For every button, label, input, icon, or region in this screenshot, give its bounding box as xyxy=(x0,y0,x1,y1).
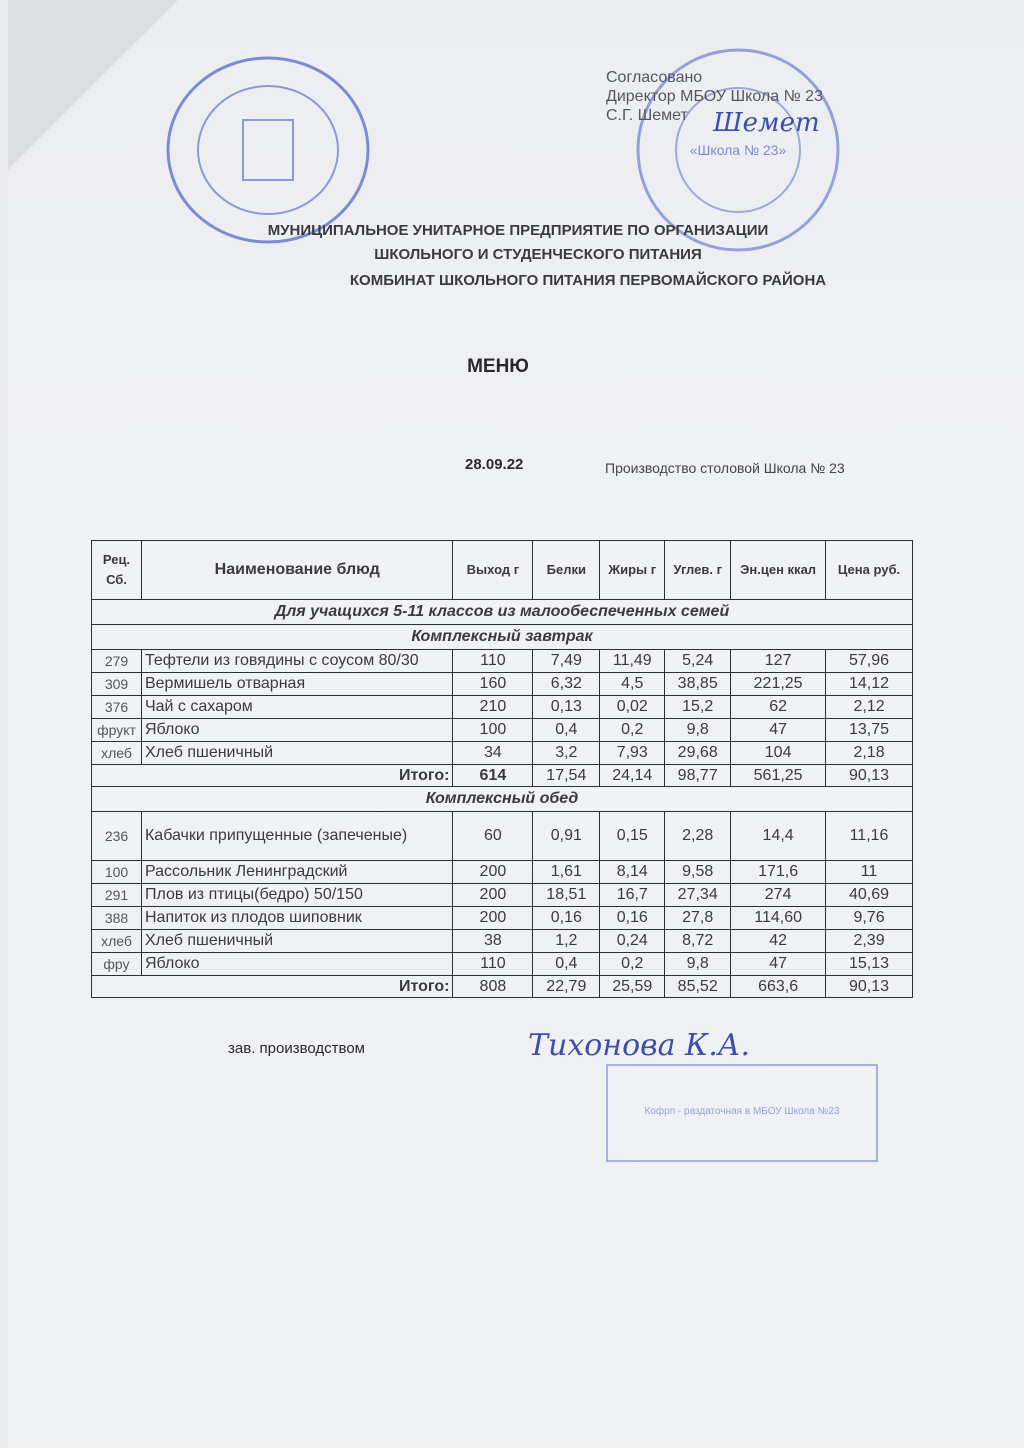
value-cell: 27,34 xyxy=(665,884,731,907)
approval-title: Согласовано xyxy=(606,69,703,86)
total-value: 25,59 xyxy=(600,976,665,998)
org-line-3: КОМБИНАТ ШКОЛЬНОГО ПИТАНИЯ ПЕРВОМАЙСКОГО РАЙОНА xyxy=(349,272,827,289)
value-cell: 210 xyxy=(453,696,533,719)
table-row xyxy=(92,742,913,765)
total-row xyxy=(92,976,913,998)
approval-position: Директор МБОУ Школа № 23 xyxy=(606,88,823,105)
dish-name: Чай с сахаром xyxy=(141,696,452,719)
org-line-2: ШКОЛЬНОГО И СТУДЕНЧЕСКОГО ПИТАНИЯ xyxy=(374,246,702,263)
value-cell: 47 xyxy=(731,953,826,976)
value-cell: 0,24 xyxy=(600,930,665,953)
total-value: 22,79 xyxy=(533,976,600,998)
value-cell: 0,91 xyxy=(533,812,600,861)
dish-name: Хлеб пшеничный xyxy=(141,742,452,765)
value-cell: 2,39 xyxy=(826,930,913,953)
table-row xyxy=(92,884,913,907)
total-value: 17,54 xyxy=(533,765,600,787)
value-cell: 0,2 xyxy=(600,953,665,976)
value-cell: 200 xyxy=(453,907,533,930)
value-cell: 8,14 xyxy=(600,861,665,884)
value-cell: 29,68 xyxy=(665,742,731,765)
column-header: Цена руб. xyxy=(826,541,913,600)
value-cell: 40,69 xyxy=(826,884,913,907)
dish-name: Яблоко xyxy=(141,953,452,976)
value-cell: 200 xyxy=(453,861,533,884)
column-header: Жиры г xyxy=(600,541,665,600)
dish-name: Плов из птицы(бедро) 50/150 xyxy=(141,884,452,907)
value-cell: 34 xyxy=(453,742,533,765)
document-page xyxy=(8,0,1024,1448)
table-row xyxy=(92,696,913,719)
stamp-text: «Школа № 23» xyxy=(689,142,787,158)
value-cell: 0,13 xyxy=(533,696,600,719)
dish-name: Яблоко xyxy=(141,719,452,742)
total-label: Итого: xyxy=(92,765,453,787)
value-cell: 14,12 xyxy=(826,673,913,696)
value-cell: 4,5 xyxy=(600,673,665,696)
value-cell: 0,16 xyxy=(533,907,600,930)
header-row xyxy=(92,541,913,600)
total-value: 663,6 xyxy=(731,976,826,998)
section-title: Комплексный обед xyxy=(92,787,913,812)
table-row xyxy=(92,673,913,696)
page-title: МЕНЮ xyxy=(467,356,529,377)
column-header: Углев. г xyxy=(665,541,731,600)
recipe-code: 100 xyxy=(92,861,142,884)
recipe-code: фрукт xyxy=(92,719,142,742)
table-row xyxy=(92,907,913,930)
stamp-text: Кофрп - раздаточная в МБОУ Школа №23 xyxy=(644,1106,840,1117)
recipe-code: фру xyxy=(92,953,142,976)
value-cell: 62 xyxy=(731,696,826,719)
approval-name: С.Г. Шемет xyxy=(606,107,688,124)
value-cell: 0,4 xyxy=(533,953,600,976)
value-cell: 110 xyxy=(453,650,533,673)
table-row xyxy=(92,650,913,673)
table-row xyxy=(92,719,913,742)
value-cell: 7,49 xyxy=(533,650,600,673)
column-header: Белки xyxy=(533,541,600,600)
value-cell: 47 xyxy=(731,719,826,742)
menu-table xyxy=(91,540,913,998)
group-title: Для учащихся 5-11 классов из малообеспеченных семей xyxy=(92,600,913,625)
value-cell: 1,61 xyxy=(533,861,600,884)
table-row xyxy=(92,861,913,884)
value-cell: 114,60 xyxy=(731,907,826,930)
table-row xyxy=(92,930,913,953)
value-cell: 9,8 xyxy=(665,953,731,976)
dish-name: Хлеб пшеничный xyxy=(141,930,452,953)
value-cell: 15,13 xyxy=(826,953,913,976)
value-cell: 42 xyxy=(731,930,826,953)
table-row xyxy=(92,953,913,976)
value-cell: 27,8 xyxy=(665,907,731,930)
value-cell: 0,16 xyxy=(600,907,665,930)
menu-date: 28.09.22 xyxy=(465,456,524,473)
value-cell: 0,15 xyxy=(600,812,665,861)
value-cell: 0,02 xyxy=(600,696,665,719)
manager-signature: Тихонова К.А. xyxy=(528,1028,751,1063)
org-line-1: МУНИЦИПАЛЬНОЕ УНИТАРНОЕ ПРЕДПРИЯТИЕ ПО ОРГАНИЗАЦИИ xyxy=(267,222,769,239)
value-cell: 11,16 xyxy=(826,812,913,861)
value-cell: 0,4 xyxy=(533,719,600,742)
table-row xyxy=(92,812,913,861)
recipe-code: хлеб xyxy=(92,930,142,953)
value-cell: 11 xyxy=(826,861,913,884)
column-header: Эн.цен ккал xyxy=(731,541,826,600)
recipe-code: 279 xyxy=(92,650,142,673)
value-cell: 38,85 xyxy=(665,673,731,696)
column-header: Рец. Сб. xyxy=(92,541,142,600)
dish-name: Рассольник Ленинградский xyxy=(141,861,452,884)
total-value: 85,52 xyxy=(665,976,731,998)
dish-name: Кабачки припущенные (запеченые) xyxy=(141,812,452,861)
dish-name: Напиток из плодов шиповник xyxy=(141,907,452,930)
value-cell: 16,7 xyxy=(600,884,665,907)
value-cell: 13,75 xyxy=(826,719,913,742)
value-cell: 57,96 xyxy=(826,650,913,673)
dish-name: Тефтели из говядины с соусом 80/30 xyxy=(141,650,452,673)
value-cell: 2,12 xyxy=(826,696,913,719)
total-value: 90,13 xyxy=(826,765,913,787)
recipe-code: 291 xyxy=(92,884,142,907)
page-fold xyxy=(8,0,178,170)
footer-label: зав. производством xyxy=(228,1040,365,1057)
value-cell: 11,49 xyxy=(600,650,665,673)
value-cell: 1,2 xyxy=(533,930,600,953)
value-cell: 100 xyxy=(453,719,533,742)
total-value: 24,14 xyxy=(600,765,665,787)
recipe-code: 376 xyxy=(92,696,142,719)
value-cell: 38 xyxy=(453,930,533,953)
group-row xyxy=(92,600,913,625)
total-value: 90,13 xyxy=(826,976,913,998)
dish-name: Вермишель отварная xyxy=(141,673,452,696)
total-value: 98,77 xyxy=(665,765,731,787)
total-value: 808 xyxy=(453,976,533,998)
total-row xyxy=(92,765,913,787)
recipe-code: 236 xyxy=(92,812,142,861)
value-cell: 171,6 xyxy=(731,861,826,884)
value-cell: 14,4 xyxy=(731,812,826,861)
column-header: Выход г xyxy=(453,541,533,600)
value-cell: 18,51 xyxy=(533,884,600,907)
total-value: 561,25 xyxy=(731,765,826,787)
recipe-code: хлеб xyxy=(92,742,142,765)
value-cell: 9,58 xyxy=(665,861,731,884)
value-cell: 104 xyxy=(731,742,826,765)
value-cell: 8,72 xyxy=(665,930,731,953)
total-value: 614 xyxy=(453,765,533,787)
recipe-code: 309 xyxy=(92,673,142,696)
section-row xyxy=(92,625,913,650)
value-cell: 2,28 xyxy=(665,812,731,861)
production-label: Производство столовой Школа № 23 xyxy=(605,460,845,476)
value-cell: 5,24 xyxy=(665,650,731,673)
total-label: Итого: xyxy=(92,976,453,998)
value-cell: 160 xyxy=(453,673,533,696)
value-cell: 15,2 xyxy=(665,696,731,719)
value-cell: 110 xyxy=(453,953,533,976)
value-cell: 7,93 xyxy=(600,742,665,765)
value-cell: 221,25 xyxy=(731,673,826,696)
value-cell: 6,32 xyxy=(533,673,600,696)
section-row xyxy=(92,787,913,812)
value-cell: 2,18 xyxy=(826,742,913,765)
value-cell: 200 xyxy=(453,884,533,907)
recipe-code: 388 xyxy=(92,907,142,930)
value-cell: 0,2 xyxy=(600,719,665,742)
director-signature: Шемет xyxy=(713,108,820,138)
rectangular-stamp xyxy=(606,1064,878,1162)
column-header: Наименование блюд xyxy=(141,541,452,600)
round-stamp-left xyxy=(158,50,388,250)
value-cell: 127 xyxy=(731,650,826,673)
value-cell: 9,76 xyxy=(826,907,913,930)
value-cell: 60 xyxy=(453,812,533,861)
value-cell: 3,2 xyxy=(533,742,600,765)
value-cell: 9,8 xyxy=(665,719,731,742)
section-title: Комплексный завтрак xyxy=(92,625,913,650)
value-cell: 274 xyxy=(731,884,826,907)
